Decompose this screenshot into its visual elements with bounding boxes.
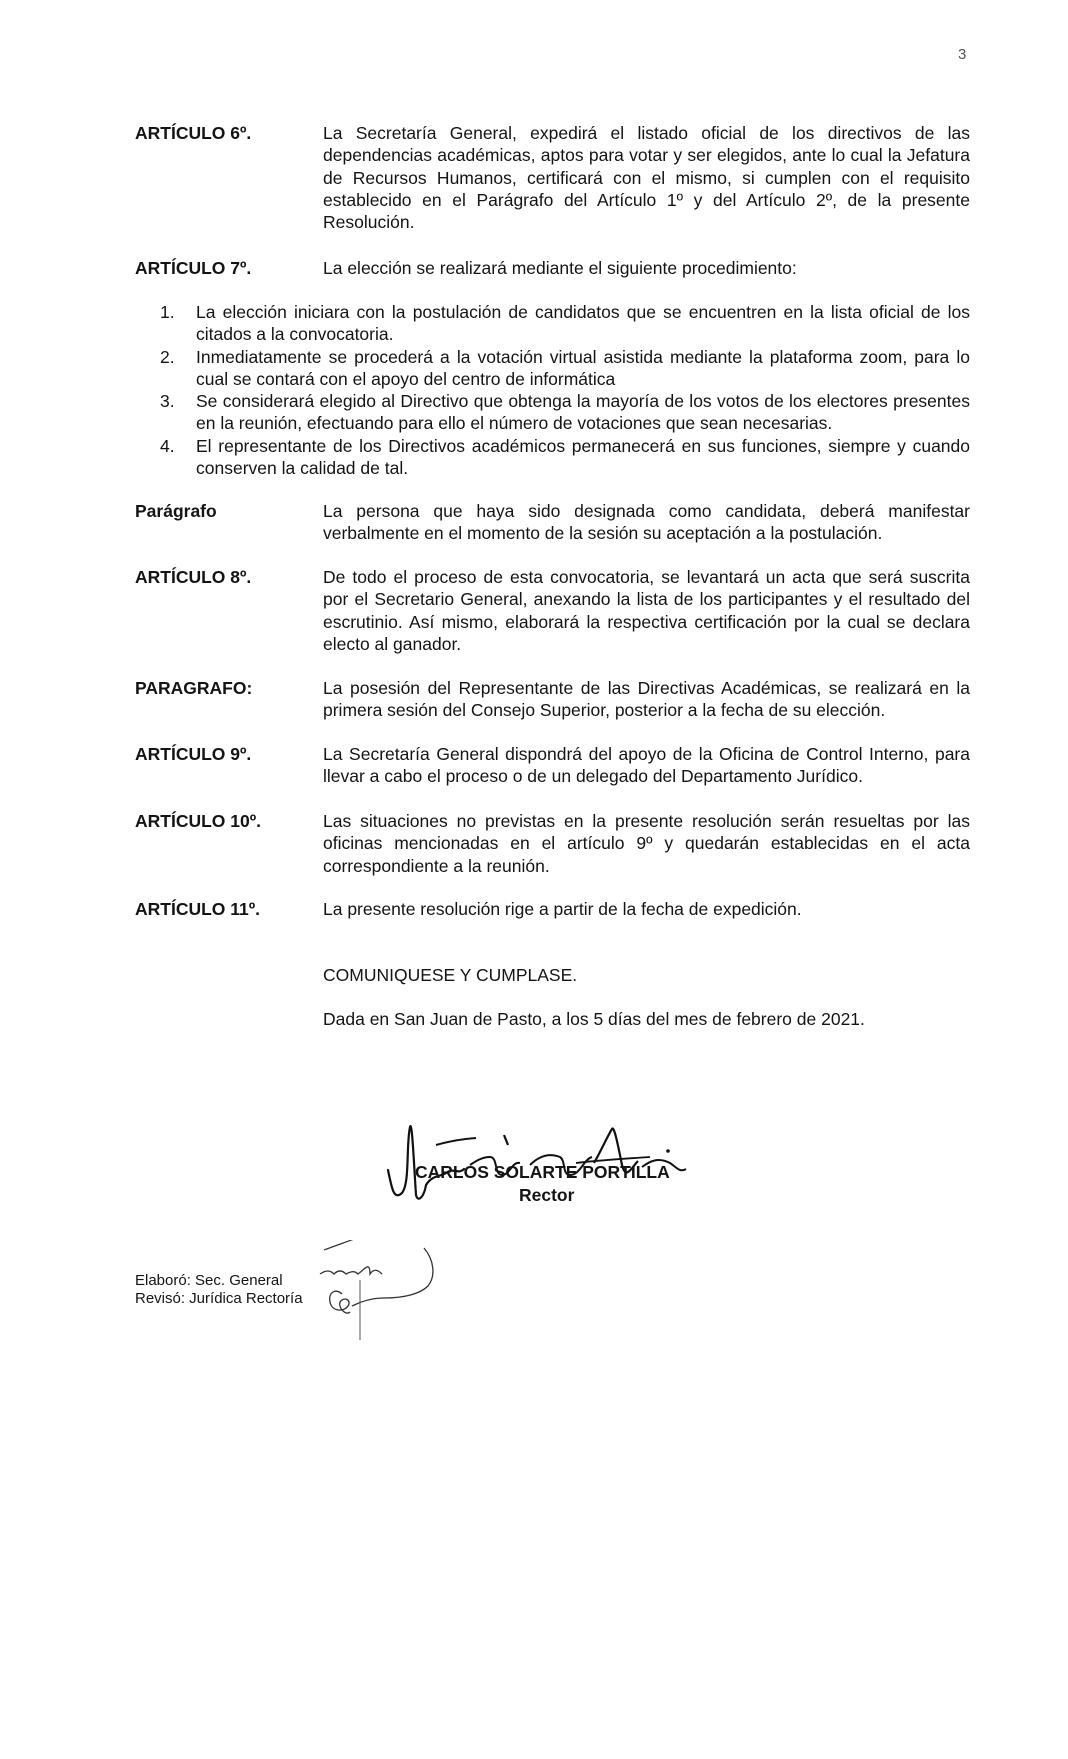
initials-image (300, 1240, 460, 1350)
article-text: La Secretaría General dispondrá del apoyo de la Oficina de Control Interno, para llevar a cabo el proceso o de un delegado del Departamento Jurídico. (323, 744, 970, 787)
article-text: La persona que haya sido designada como candidata, deberá manifestar verbalmente en el momento de la sesión su aceptación a la postulación. (323, 501, 970, 544)
paragrafo-1 (135, 500, 970, 545)
article-text: La presente resolución rige a partir de la fecha de expedición. (323, 899, 802, 919)
list-item (160, 435, 970, 480)
article-label: Parágrafo (135, 501, 217, 521)
item-text: La elección iniciara con la postulación de candidatos que se encuentren en la lista oficial de los citados a la convocatoria. (196, 302, 970, 345)
item-number: 3. (160, 391, 175, 412)
article-text: La posesión del Representante de las Directivas Académicas, se realizará en la primera sesión del Consejo Superior, posterior a la fecha de su elección. (323, 678, 970, 721)
article-10 (135, 810, 970, 877)
reviso-line: Revisó: Jurídica Rectoría (135, 1290, 303, 1307)
procedure-list (160, 301, 970, 479)
signatory-name: CARLOS SOLARTE PORTILLA (415, 1162, 670, 1182)
closing-formula: COMUNIQUESE Y CUMPLASE. (323, 965, 578, 985)
list-item (160, 346, 970, 391)
article-label: ARTÍCULO 8º. (135, 567, 252, 587)
article-7 (135, 257, 970, 279)
article-text: La elección se realizará mediante el siguiente procedimiento: (323, 258, 797, 278)
item-number: 4. (160, 435, 175, 456)
article-text: Las situaciones no previstas en la presente resolución serán resueltas por las oficinas mencionadas en el artículo 9º y quedarán establecidas en el acta correspondiente a la reunión. (323, 811, 970, 876)
article-text: La Secretaría General, expedirá el listado oficial de los directivos de las dependencias académicas, aptos para votar y ser elegidos, ante lo cual la Jefatura de Recursos Humanos, certificará con el mismo, si cumplen con el requisito establecido en el Parágrafo del Artículo 1º y del Artículo 2º, de la presente Resolución. (323, 123, 970, 233)
page-number: 3 (958, 46, 967, 63)
item-text: El representante de los Directivos académicos permanecerá en sus funciones, siempre y cuando conserven la calidad de tal. (196, 435, 970, 479)
article-text: De todo el proceso de esta convocatoria, se levantará un acta que será suscrita por el Secretario General, anexando la lista de los participantes y el resultado del escrutinio. Así mismo, elaborará la respectiva certificación por la cual se declara electo al ganador. (323, 567, 970, 654)
article-label: ARTÍCULO 6º. (135, 123, 252, 143)
signatory-role: Rector (519, 1185, 575, 1205)
article-6 (135, 122, 970, 233)
item-text: Se considerará elegido al Directivo que obtenga la mayoría de los votos de los electores presentes en la reunión, efectuando para ello el número de votaciones que sean necesarias. (196, 391, 970, 434)
paragrafo-2 (135, 677, 970, 722)
item-number: 1. (160, 302, 175, 322)
article-label: ARTÍCULO 10º. (135, 811, 261, 831)
list-item (160, 301, 970, 346)
article-label: ARTÍCULO 11º. (135, 899, 261, 919)
article-label: PARAGRAFO: (135, 678, 253, 698)
article-11 (135, 898, 970, 920)
elaboro-line: Elaboró: Sec. General (135, 1272, 283, 1289)
issue-date-line: Dada en San Juan de Pasto, a los 5 días del mes de febrero de 2021. (323, 1009, 865, 1029)
article-label: ARTÍCULO 9º. (135, 744, 252, 764)
item-number: 2. (160, 346, 175, 367)
article-9 (135, 743, 970, 788)
article-label: ARTÍCULO 7º. (135, 258, 252, 278)
item-text: Inmediatamente se procederá a la votación virtual asistida mediante la plataforma zoom, para lo cual se contará con el apoyo del centro de informática (196, 346, 970, 389)
list-item (160, 390, 970, 435)
footer-notes (135, 1272, 303, 1308)
article-8 (135, 566, 970, 655)
